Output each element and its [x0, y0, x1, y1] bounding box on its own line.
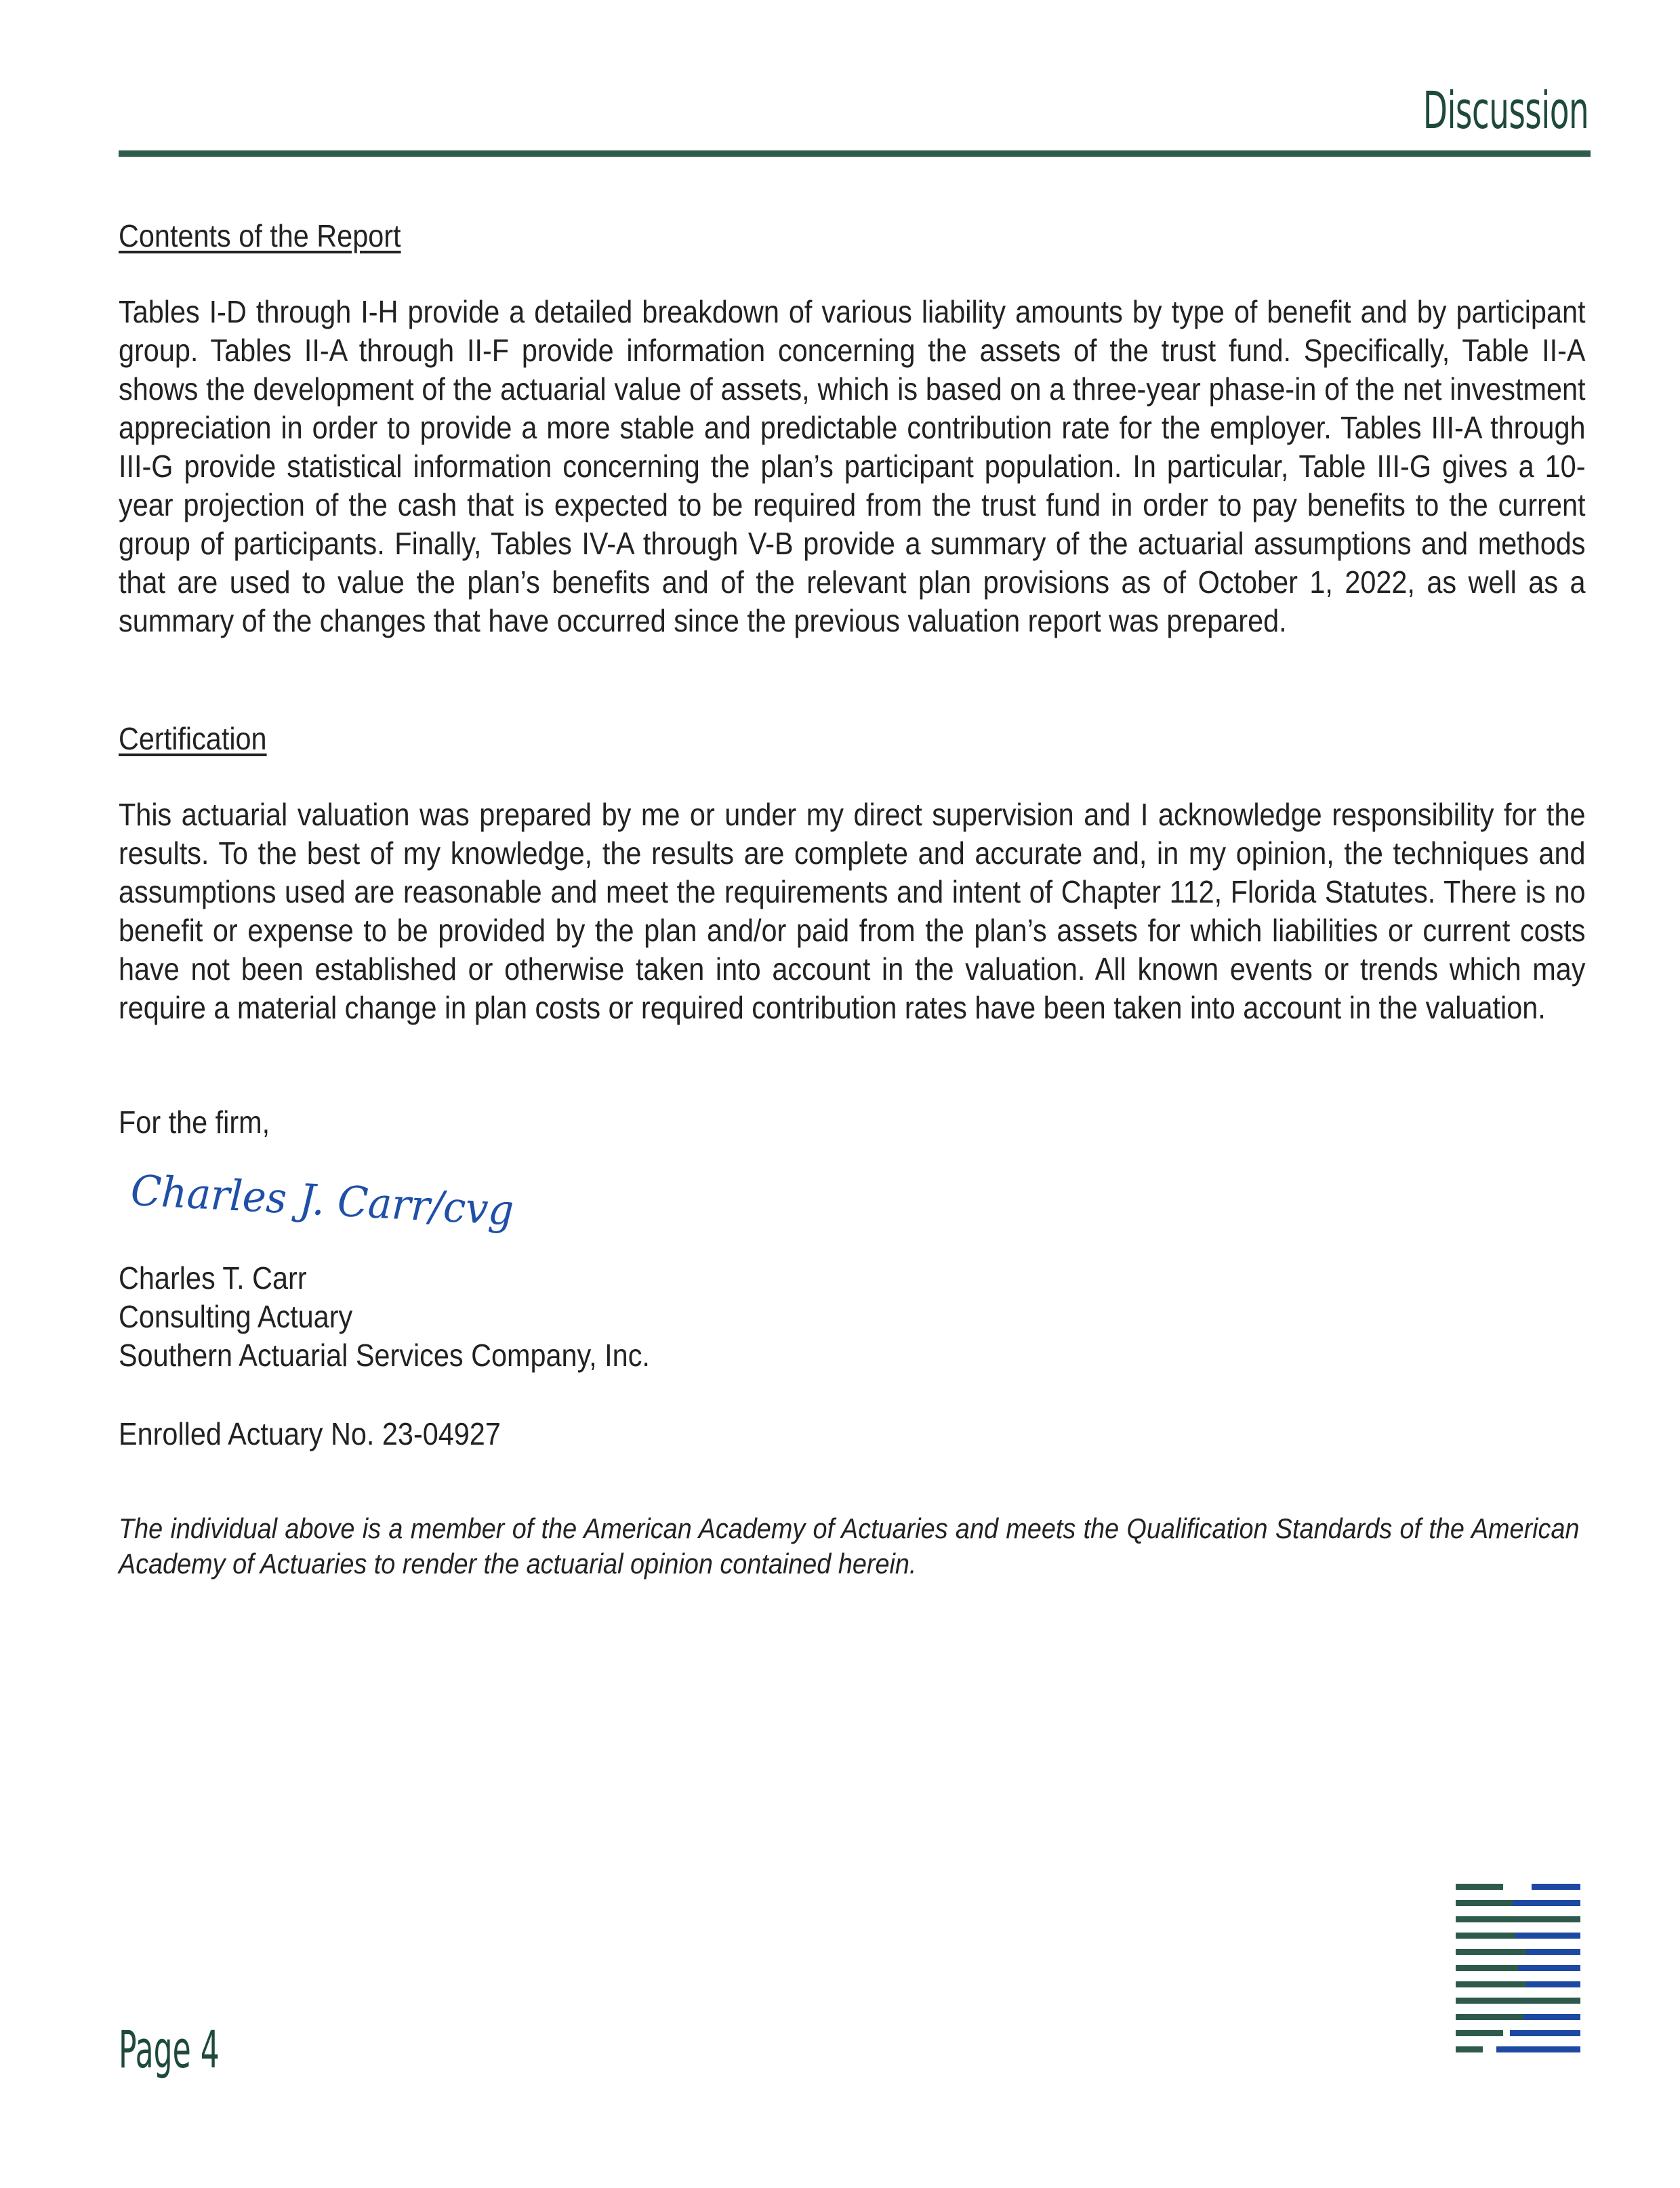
section-contents	[119, 217, 432, 255]
signature-image: Charles J. Carr/cvg	[129, 1165, 515, 1235]
section-certification-body	[119, 796, 1680, 1027]
page-number: Page 4	[119, 2019, 220, 2080]
signer-title: Consulting Actuary	[119, 1299, 353, 1334]
enrollment-number: Enrolled Actuary No. 23-04927	[119, 1416, 501, 1451]
section-heading-certification: Certification	[119, 721, 267, 756]
handwritten-signature	[129, 1165, 515, 1240]
company-logo-icon	[1456, 1884, 1580, 2053]
logo-stripes	[1456, 1884, 1580, 2052]
signer-name: Charles T. Carr	[119, 1260, 307, 1296]
disclaimer-text: The individual above is a member of the American Academy of Actuaries and meets the Qualification Standards of the American Academy of Actuaries to render the actuarial opinion contained herein.	[119, 1512, 1580, 1580]
signer-company: Southern Actuarial Services Company, Inc.	[119, 1338, 650, 1373]
signoff-closing: For the firm,	[119, 1105, 270, 1140]
contents-paragraph: Tables I-D through I-H provide a detailed breakdown of various liability amounts by type of benefit and by participant group. Tables II-A through II-F provide information concerning the assets of the trust fund. Specifically, Table II-A shows the development of the actuarial value of assets, which is based on a three-year phase-in of the net investment appreciation in order to provide a more stable and predictable contribution rate for the employer. Tables III-A through III-G provide statistical information concerning the plan’s participant population. In particular, Table III-G gives a 10-year projection of the cash that is expected to be required from the trust fund in order to pay benefits to the current group of participants. Finally, Tables IV-A through V-B provide a summary of the actuarial assumptions and methods that are used to value the plan’s benefits and of the relevant plan provisions as of October 1, 2022, as well as a summary of the changes that have occurred since the previous valuation report was prepared.	[119, 294, 1586, 638]
header-divider	[119, 150, 1591, 157]
section-contents-body	[119, 293, 1680, 640]
certification-paragraph: This actuarial valuation was prepared by me or under my direct supervision and I acknowledge responsibility for the results. To the best of my knowledge, the results are complete and accurate and, in my opinion, the techniques and assumptions used are reasonable and meet the requirements and intent of Chapter 112, Florida Statutes. There is no benefit or expense to be provided by the plan and/or paid from the plan’s assets for which liabilities or current costs have not been established or otherwise taken into account in the valuation. All known events or trends which may require a material change in plan costs or required contribution rates have been taken into account in the valuation.	[119, 797, 1586, 1025]
section-heading-contents: Contents of the Report	[119, 218, 401, 253]
enrollment-block	[119, 1415, 544, 1453]
disclaimer-block	[119, 1511, 1680, 1582]
signoff-closing-block	[119, 1103, 287, 1142]
signer-details	[119, 1259, 709, 1375]
page-header-title: Discussion	[1422, 80, 1589, 140]
section-certification	[119, 720, 283, 758]
